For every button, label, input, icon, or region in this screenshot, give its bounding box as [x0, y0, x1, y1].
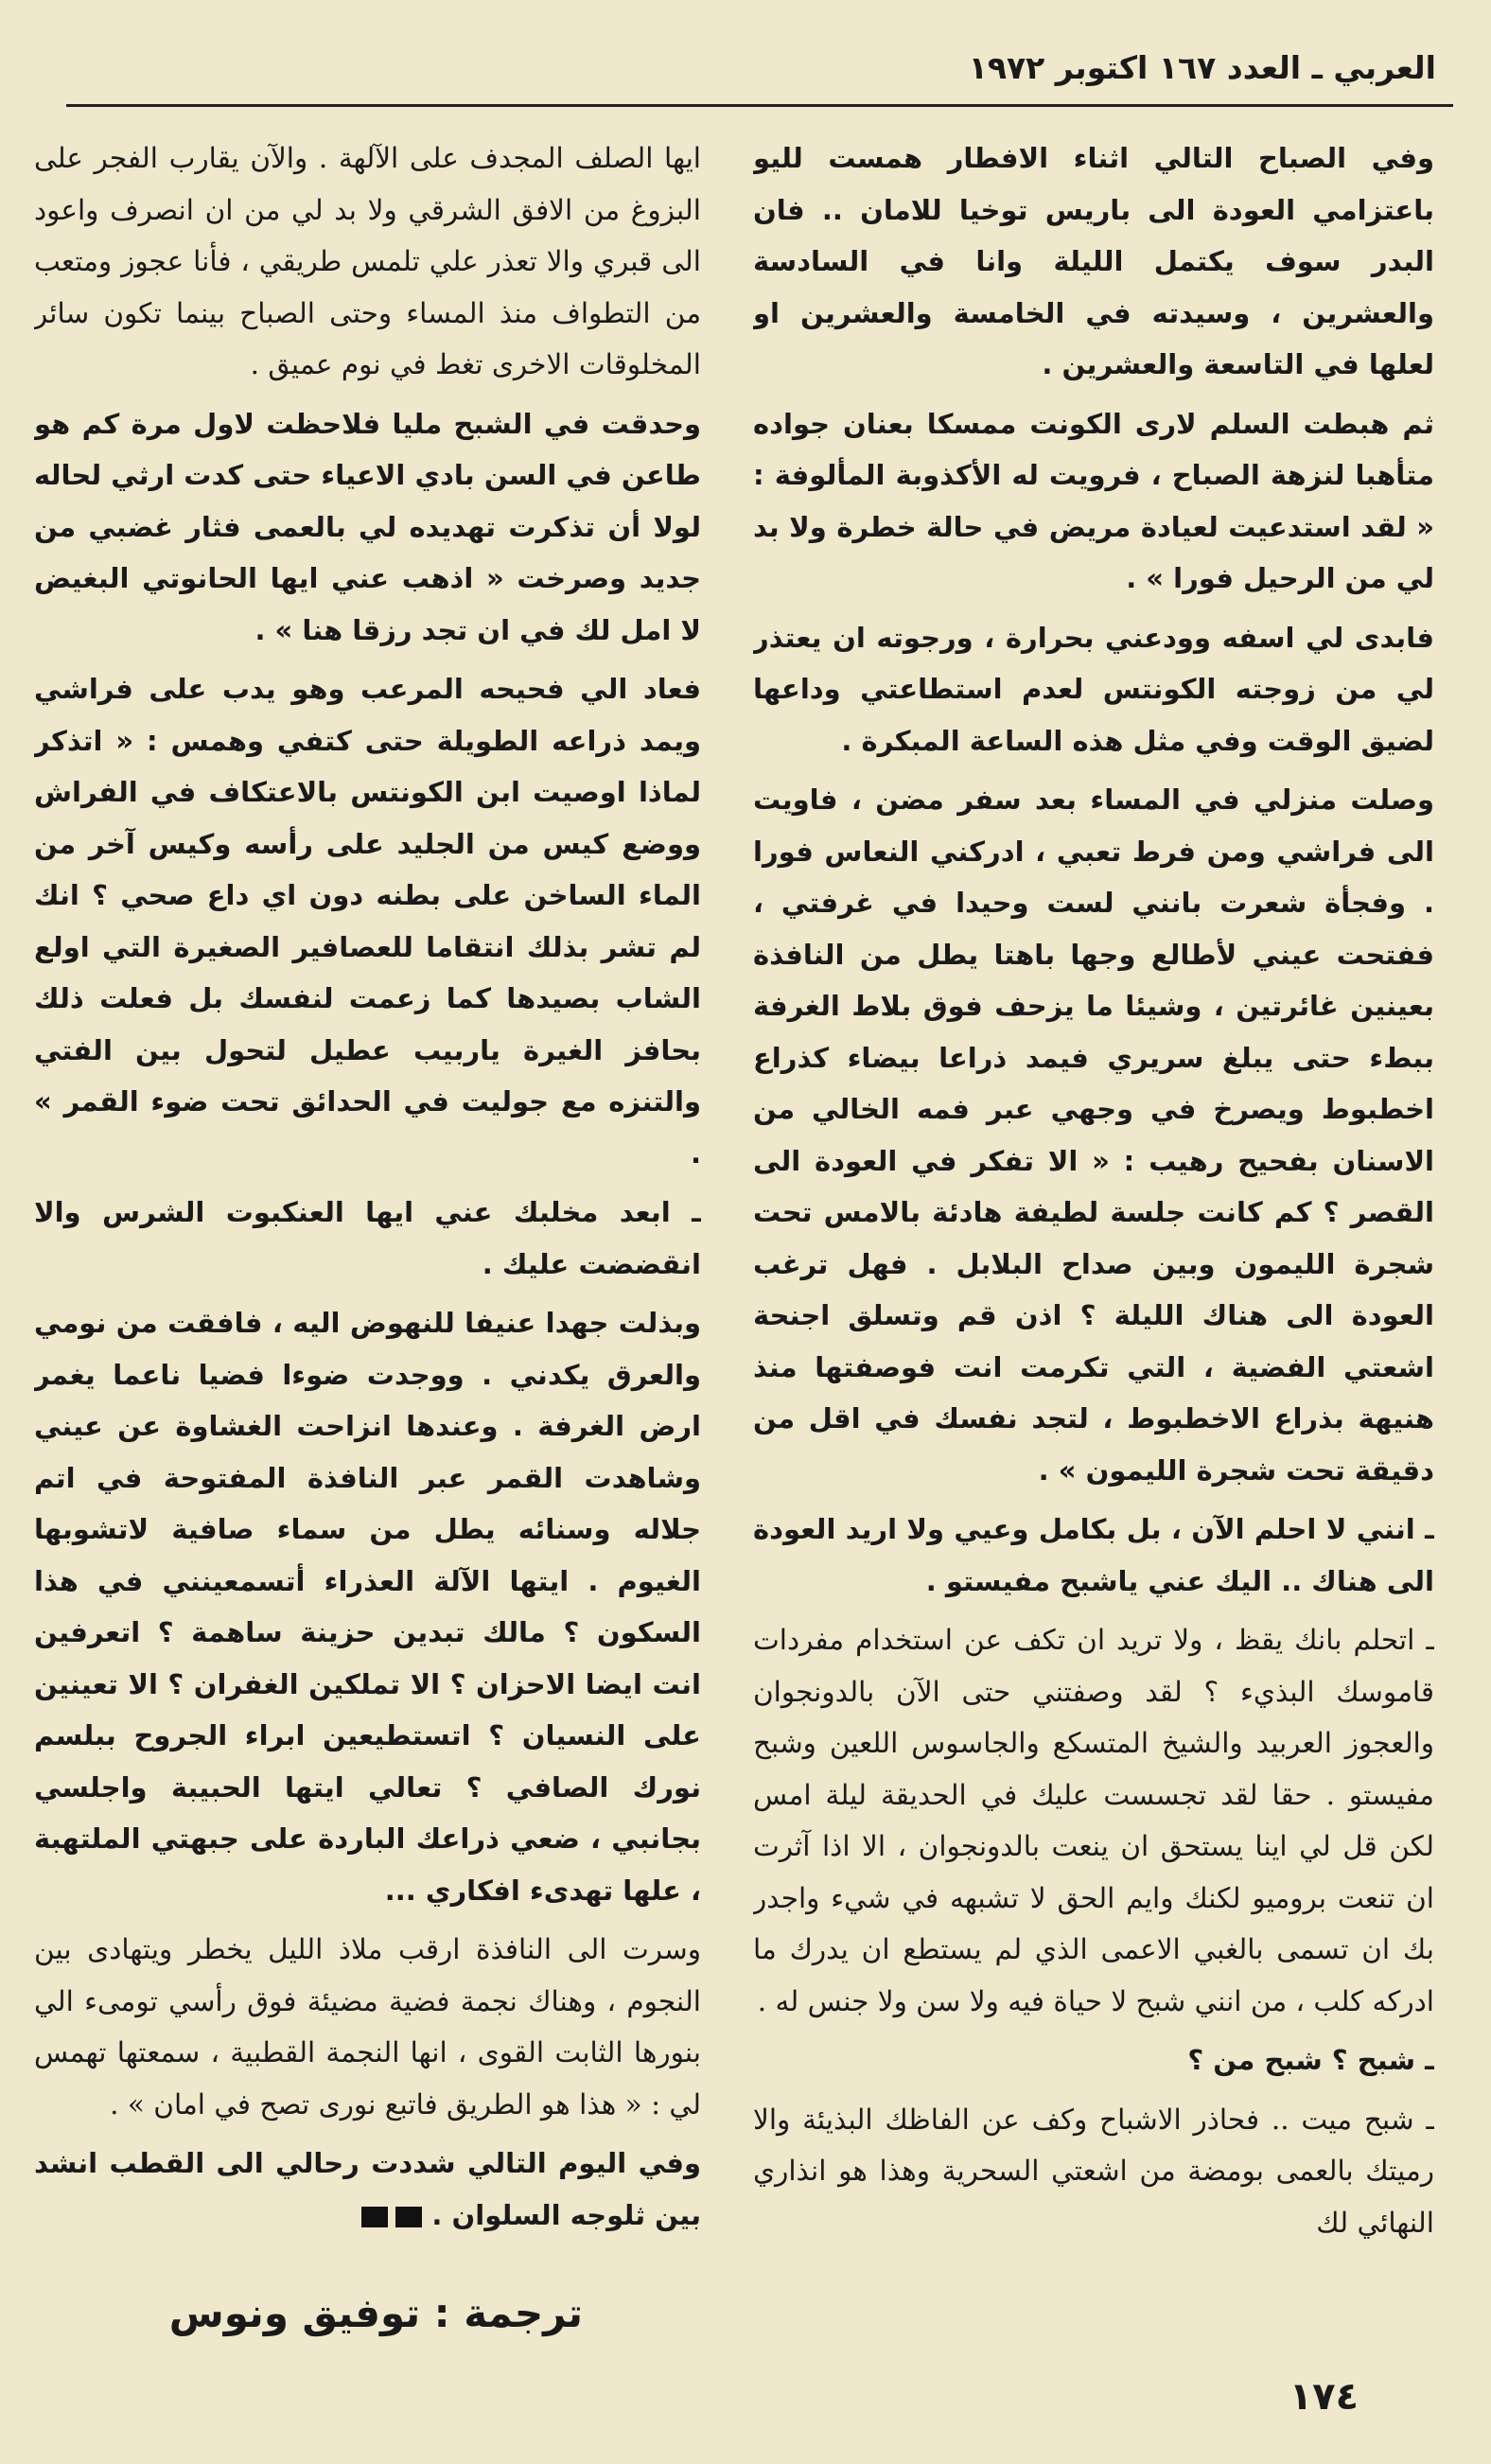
- paragraph: ثم هبطت السلم لارى الكونت ممسكا بعنان جواده متأهبا لنزهة الصباح ، فرويت له الأكذوبة المألوفة : « لقد استدعيت لعيادة مريض في حالة خطرة ولا بد لي من الرحيل فورا » .: [753, 407, 1434, 594]
- paragraph: وصلت منزلي في المساء بعد سفر مضن ، فاويت الى فراشي ومن فرط تعبي ، ادركني النعاس فورا . وفجأة شعرت بانني لست وحيدا في غرفتي ، ففتحت عيني لأطالع وجها باهتا يطل من النافذة بعينين غائرتين ، وشيئا ما يزحف فوق بلاط الغرفة ببطء حتى يبلغ سريري فيمد ذراعا بيضاء كذراع اخطبوط ويصرخ في وجهي عبر فمه الخالي من الاسنان بفحيح رهيب : « الا تفكر في العودة الى القصر ؟ كم كانت جلسة لطيفة هادئة بالامس تحت شجرة الليمون وبين صداح البلابل . فهل ترغب العودة الى هناك الليلة ؟ اذن قم وتسلق اجنحة اشعتي الفضية ، التي تكرمت انت فوصفتها منذ هنيهة بذراع الاخطبوط ، لتجد نفسك في اقل من دقيقة تحت شجرة الليمون » .: [753, 783, 1434, 1487]
- paragraph: فابدى لي اسفه وودعني بحرارة ، ورجوته ان يعتذر لي من زوجته الكونتس لعدم استطاعتي وداعها لضيق الوقت وفي مثل هذه الساعة المبكرة .: [753, 621, 1434, 757]
- final-paragraph-text: وفي اليوم التالي شددت رحالي الى القطب انشد بين ثلوجه السلوان .: [34, 2147, 701, 2231]
- running-header: العربي ـ العدد ١٦٧ اكتوبر ١٩٧٢: [968, 49, 1436, 86]
- header-rule: [66, 104, 1453, 107]
- translator-credit: ترجمة : توفيق ونوس: [168, 2290, 583, 2336]
- paragraph: وحدقت في الشبح مليا فلاحظت لاول مرة كم هو طاعن في السن بادي الاعياء حتى كدت ارثي لحاله لولا أن تذكرت تهديده لي بالعمى فثار غضبي من جديد وصرخت « اذهب عني ايها الحانوتي البغيض لا امل لك في ان تجد رزقا هنا » .: [34, 407, 701, 646]
- paragraph: وفي الصباح التالي اثناء الافطار همست لليو باعتزامي العودة الى باريس توخيا للامان .. فان البدر سوف يكتمل الليلة وانا في السادسة والعشرين ، وسيدته في الخامسة والعشرين او لعلها في التاسعة والعشرين .: [753, 142, 1434, 380]
- paragraph: ـ شبح ميت .. فحاذر الاشباح وكف عن الفاظك البذيئة والا رميتك بالعمى بومضة من اشعتي السحرية وهذا هو انذاري النهائي لك: [753, 2103, 1434, 2239]
- paragraph: ـ انني لا احلم الآن ، بل بكامل وعيي ولا اريد العودة الى هناك .. اليك عني ياشبح مفيستو .: [753, 1513, 1434, 1597]
- article-column-right: [753, 132, 1434, 2309]
- paragraph: فعاد الي فحيحه المرعب وهو يدب على فراشي ويمد ذراعه الطويلة حتى كتفي وهمس : « اتذكر لماذا اوصيت ابن الكونتس بالاعتكاف في الفراش ووضع كيس من الجليد على رأسه وكيس آخر من الماء الساخن على بطنه دون اي داع صحي ؟ انك لم تشر بذلك انتقاما للعصافير الصغيرة التي اولع الشاب بصيدها كما زعمت لنفسك بل فعلت ذلك بحافز الغيرة ياربيب عطيل لتحول بين الفتي والتنزه مع جوليت في الحدائق تحت ضوء القمر » .: [34, 673, 701, 1170]
- page-number: ١٧٤: [1289, 2375, 1359, 2419]
- article-column-left: [34, 132, 701, 2309]
- paragraph-final: [34, 2138, 701, 2241]
- paragraph: ايها الصلف المجدف على الآلهة . والآن يقارب الفجر على البزوغ من الافق الشرقي ولا بد لي من ان انصرف واعود الى قبري والا تعذر علي تلمس طريقي ، فأنا عجوز ومتعب من التطواف منذ المساء وحتى الصباح بينما تكون سائر المخلوقات الاخرى تغط في نوم عميق .: [34, 142, 701, 380]
- paragraph: ـ اتحلم بانك يقظ ، ولا تريد ان تكف عن استخدام مفردات قاموسك البذيء ؟ لقد وصفتني حتى الآن بالدونجوان والعجوز العربيد والشيخ المتسكع والجاسوس اللعين وشبح مفيستو . حقا لقد تجسست عليك في الحديقة ليلة امس لكن قل لي اينا يستحق ان ينعت بالدونجوان ، الا اذا آثرت ان تنعت بروميو لكنك وايم الحق لا تشبهه في شيء واجدر بك ان تسمى بالغبي الاعمى الذي لم يستطع ان يدرك ما ادركه كلب ، من انني شبح لا حياة فيه ولا سن ولا جنس له .: [753, 1624, 1434, 2017]
- end-mark-icon: [361, 2207, 422, 2227]
- paragraph: ـ ابعد مخلبك عني ايها العنكبوت الشرس والا انقضضت عليك .: [34, 1196, 701, 1280]
- paragraph: وسرت الى النافذة ارقب ملاذ الليل يخطر ويتهادى بين النجوم ، وهناك نجمة فضية مضيئة فوق رأسي تومىء الي بنورها الثابت القوى ، انها النجمة القطبية ، سمعتها تهمس لي : « هذا هو الطريق فاتبع نورى تصح في امان » .: [34, 1933, 701, 2121]
- paragraph: ـ شبح ؟ شبح من ؟: [1187, 2044, 1434, 2076]
- paragraph: وبذلت جهدا عنيفا للنهوض اليه ، فافقت من نومي والعرق يكدني . ووجدت ضوءا فضيا ناعما يغمر ارض الغرفة . وعندها انزاحت الغشاوة عن عيني وشاهدت القمر عبر النافذة المفتوحة في اتم جلاله وسنائه يطل من سماء صافية لاتشوبها الغيوم . ايتها الآلة العذراء أتسمعينني في هذا السكون ؟ مالك تبدين حزينة ساهمة ؟ اتعرفين انت ايضا الاحزان ؟ الا تملكين الغفران ؟ الا تعينين على النسيان ؟ اتستطيعين ابراء الجروح ببلسم نورك الصافي ؟ تعالي ايتها الحبيبة واجلسي بجانبي ، ضعي ذراعك الباردة على جبهتي الملتهبة ، علها تهدىء افكاري ...: [34, 1307, 701, 1907]
